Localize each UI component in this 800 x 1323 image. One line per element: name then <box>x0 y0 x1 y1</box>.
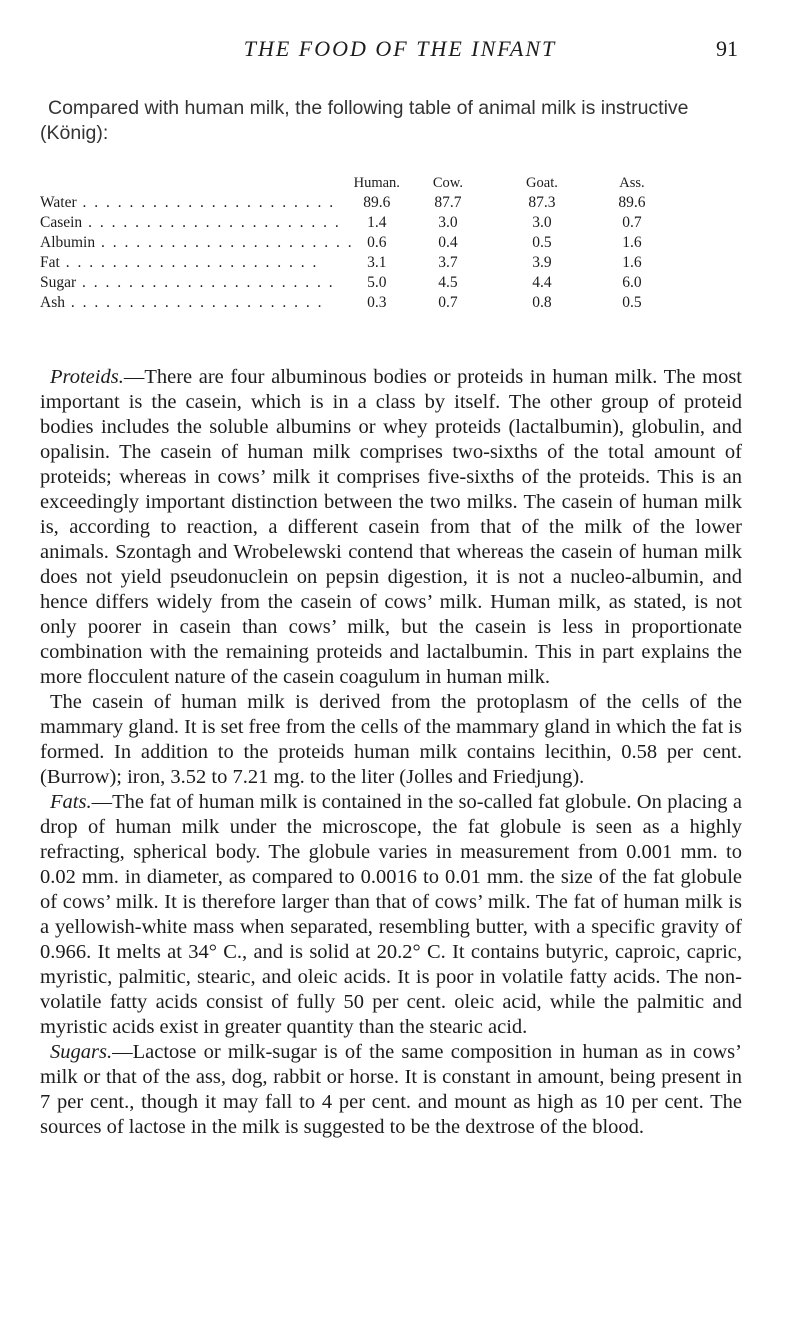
table-cell: 0.3 <box>367 294 387 311</box>
table-row <box>40 193 676 213</box>
table-cell: 87.3 <box>528 194 556 211</box>
table-header-cell: Human. <box>353 174 400 191</box>
table-cell: 3.0 <box>438 214 458 231</box>
page-title: THE FOOD OF THE INFANT <box>243 36 557 61</box>
table-cell: 0.7 <box>438 294 458 311</box>
section-heading: Fats. <box>50 791 92 813</box>
running-header <box>0 36 800 66</box>
row-label <box>40 253 354 273</box>
table-row <box>40 213 676 233</box>
milk-composition-table <box>40 173 676 313</box>
table-cell: 0.7 <box>622 214 642 231</box>
row-label-text: Sugar <box>40 274 77 291</box>
row-label <box>40 293 354 313</box>
table-cell: 0.5 <box>622 294 642 311</box>
dot-leader: . . . . . . . . . . . . . . . . . . . . . . <box>76 194 336 211</box>
paragraph-text: —There are four albuminous bodies or proteids in human milk. The most important is the casein, which is in a class by itself. The other group of proteid bodies includes the soluble albumins or whey proteids (lactalbumin), globulin, and opalisin. The casein of human milk comprises two-sixths of the total amount of proteids; whereas in cows’ milk it comprises five-sixths of the proteids. This is an exceedingly important distinction between the two milks. The casein of human milk is, according to reaction, a different casein from that of the milk of the lower animals. Szontagh and Wrobelewski contend that whereas the casein of human milk does not yield pseudonuclein on pepsin digestion, it is not a nucleo-albumin, and hence differs widely from the casein of cows’ milk. Human milk, as stated, is not only poorer in casein than cows’ milk, but the casein is less in proportionate combination with the remaining proteids and lactalbumin. This in part explains the more flocculent nature of the casein coagulum in human milk. <box>40 366 742 688</box>
row-label-text: Albumin <box>40 234 96 251</box>
table-row <box>40 253 676 273</box>
paragraph-text: The casein of human milk is derived from the protoplasm of the cells of the mammary gland. It is set free from the cells of the mammary gland in which the fat is formed. In addition to the proteids human milk contains lecithin, 0.58 per cent. (Burrow); iron, 3.52 to 7.21 mg. to the liter (Jolles and Friedjung). <box>40 691 742 788</box>
row-label-text: Casein <box>40 214 83 231</box>
row-label-text: Fat <box>40 254 60 271</box>
table-cell: 87.7 <box>434 194 462 211</box>
table-cell: 89.6 <box>618 194 646 211</box>
table-cell: 5.0 <box>367 274 387 291</box>
paragraph-text: —The fat of human milk is contained in the so-called fat globule. On placing a drop of human milk under the microscope, the fat globule is seen as a highly refracting, spherical body. The globule varies in measurement from 0.001 mm. to 0.02 mm. in diameter, as compared to 0.0016 to 0.01 mm. the size of the fat globule of cows’ milk. It is therefore larger than that of cows’ milk. The fat of human milk is a yellowish-white mass when separated, resembling butter, with a specific gravity of 0.966. It melts at 34° C., and is solid at 20.2° C. It contains butyric, caproic, capric, myristic, palmitic, stearic, and oleic acids. It is poor in volatile fatty acids. The non-volatile fatty acids consist of fully 50 per cent. oleic acid, while the palmitic and myristic acids exist in greater quantity than the stearic acid. <box>40 791 742 1038</box>
body-text <box>40 365 742 1140</box>
table-cell: 0.4 <box>438 234 458 251</box>
table-header-row <box>40 173 676 193</box>
intro-paragraph <box>40 96 740 146</box>
table-cell: 4.5 <box>438 274 458 291</box>
intro-text: Compared with human milk, the following table of animal milk is instructive (König): <box>40 97 689 144</box>
section-heading: Proteids. <box>50 366 124 388</box>
table-cell: 1.6 <box>622 254 642 271</box>
dot-leader: . . . . . . . . . . . . . . . . . . . . . . <box>76 274 335 291</box>
table-cell: 89.6 <box>363 194 391 211</box>
table-cell: 4.4 <box>532 274 552 291</box>
table-cell: 3.9 <box>532 254 552 271</box>
body-paragraph <box>40 790 742 1040</box>
table-cell: 0.6 <box>367 234 387 251</box>
row-label <box>40 213 354 233</box>
row-label <box>40 273 354 293</box>
body-paragraph <box>40 690 742 790</box>
table-row <box>40 293 676 313</box>
body-paragraph <box>40 365 742 690</box>
row-label-text: Ash <box>40 294 65 311</box>
dot-leader: . . . . . . . . . . . . . . . . . . . . . . <box>64 294 324 311</box>
dot-leader: . . . . . . . . . . . . . . . . . . . . . . <box>82 214 341 231</box>
table-corner <box>40 173 354 193</box>
page-number: 91 <box>716 36 738 61</box>
row-label <box>40 193 354 213</box>
table-header-cell: Goat. <box>526 174 558 191</box>
table-header-cell: Ass. <box>619 174 645 191</box>
dot-leader: . . . . . . . . . . . . . . . . . . . . . . <box>95 234 354 251</box>
table-cell: 3.1 <box>367 254 387 271</box>
table-cell: 1.4 <box>367 214 387 231</box>
row-label-text: Water <box>40 194 77 211</box>
section-heading: Sugars. <box>50 1041 113 1063</box>
table-row <box>40 233 676 253</box>
dot-leader: . . . . . . . . . . . . . . . . . . . . . . <box>59 254 319 271</box>
table-cell: 0.8 <box>532 294 552 311</box>
row-label <box>40 233 354 253</box>
table-cell: 0.5 <box>532 234 552 251</box>
paragraph-text: —Lactose or milk-sugar is of the same composition in human as in cows’ milk or that of the ass, dog, rabbit or horse. It is constant in amount, being present in 7 per cent., though it may fall to 4 per cent. and mount as high as 10 per cent. The sources of lactose in the milk is suggested to be the dextrose of the blood. <box>40 1041 742 1138</box>
table-header-cell: Cow. <box>432 174 463 191</box>
body-paragraph <box>40 1040 742 1140</box>
table-cell: 1.6 <box>622 234 642 251</box>
table-row <box>40 273 676 293</box>
table-cell: 6.0 <box>622 274 642 291</box>
table-cell: 3.7 <box>438 254 458 271</box>
table-cell: 3.0 <box>532 214 552 231</box>
